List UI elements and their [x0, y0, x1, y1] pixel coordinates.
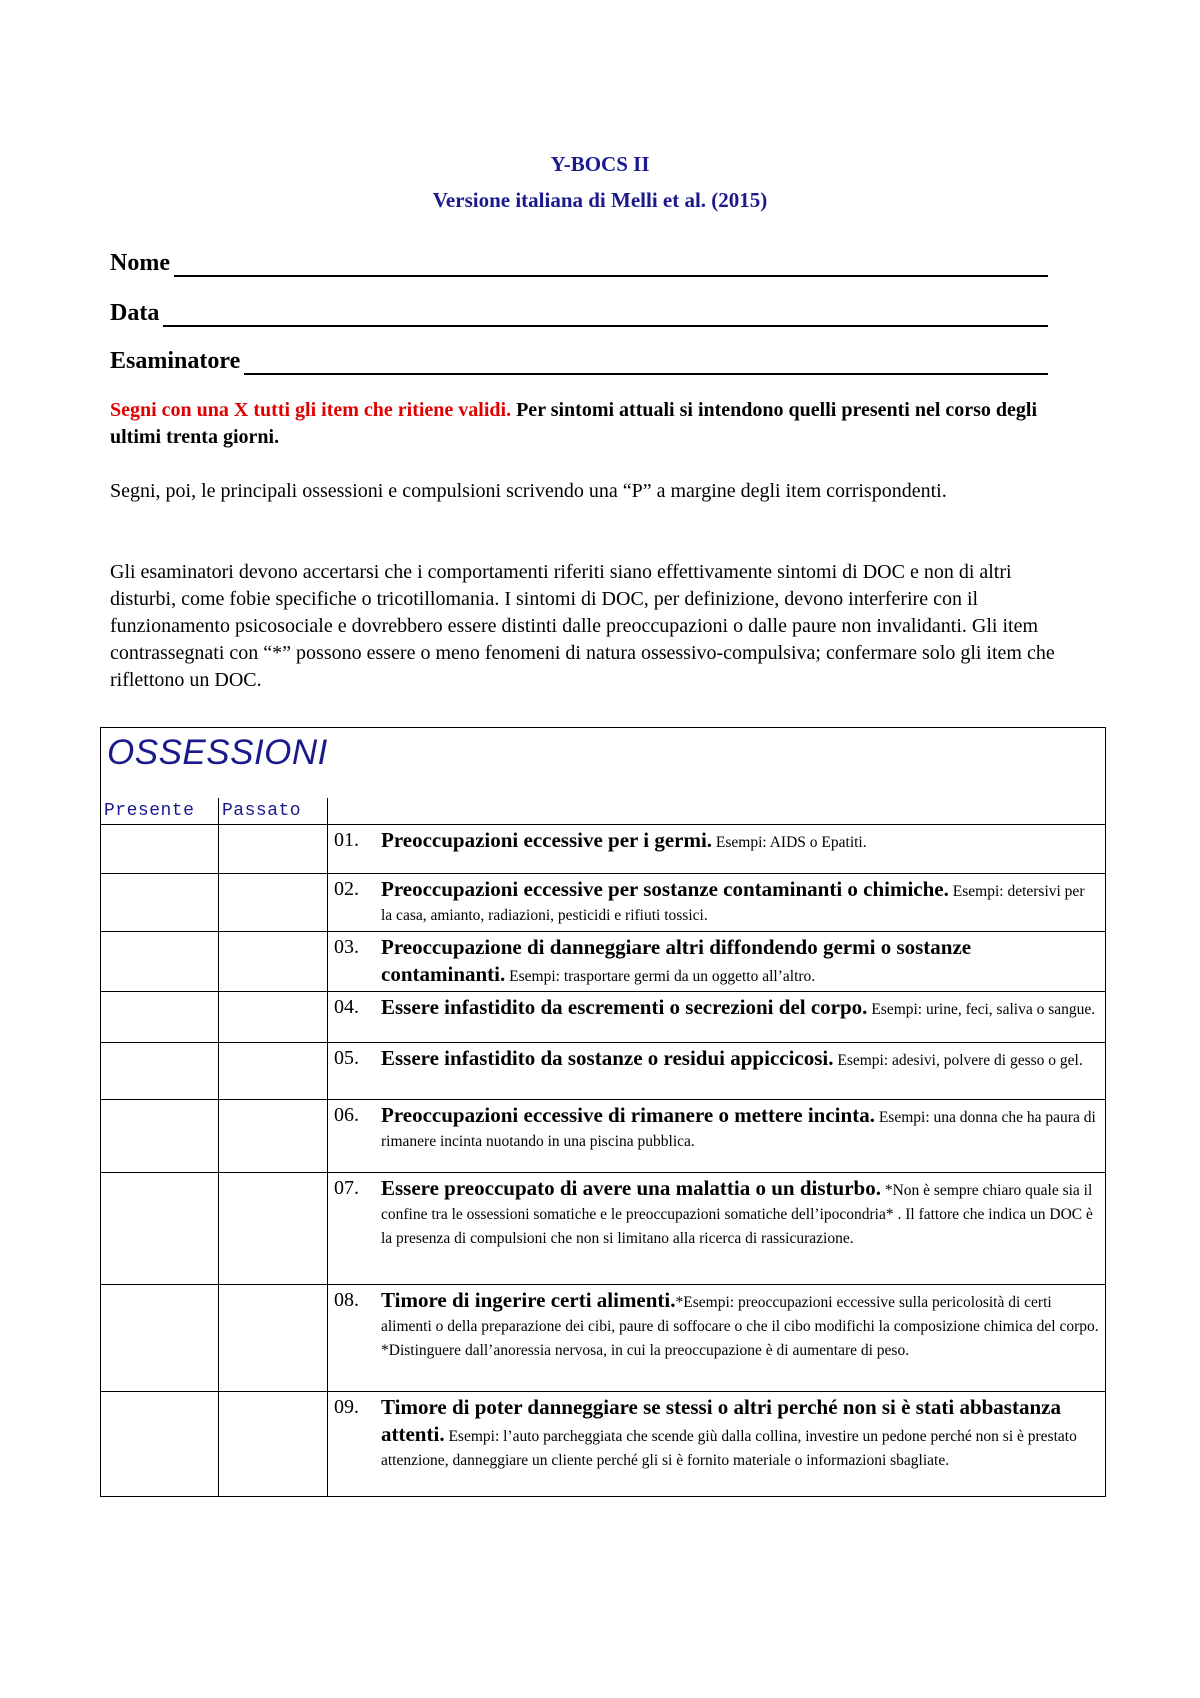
document-title: Y-BOCS II — [550, 152, 650, 176]
table-row — [101, 992, 1106, 1043]
item-number: 01. — [334, 829, 359, 851]
item-number: 03. — [334, 936, 359, 958]
presente-checkbox-cell[interactable] — [101, 1285, 219, 1392]
item-description-cell — [328, 874, 1106, 932]
item-description-cell — [328, 992, 1106, 1043]
item-description-cell — [328, 1043, 1106, 1100]
column-header-row — [101, 798, 1106, 825]
data-label: Data — [110, 300, 160, 326]
item-description-cell — [328, 825, 1106, 874]
item-title: Timore di ingerire certi alimenti. — [381, 1288, 676, 1312]
presente-checkbox-cell[interactable] — [101, 874, 219, 932]
item-examples: *Non è sempre chiaro quale sia il confine tra le ossessioni somatiche e le preoccupazioni somatiche dell’ipocondria* . Il fattore che indica un DOC è la presenza di compulsioni che non si limitano alla ricerca di rassicurazione. — [381, 1182, 1093, 1247]
passato-checkbox-cell[interactable] — [219, 825, 328, 874]
passato-checkbox-cell[interactable] — [219, 1100, 328, 1173]
instruction-p3: Gli esaminatori devono accertarsi che i comportamenti riferiti siano effettivamente sintomi di DOC e non di altri disturbi, come fobie specifiche o tricotillomania. I sintomi di DOC, per definizione, devono interferire con il funzionamento psicosociale e dovrebbero essere distinti dalle preoccupazioni o dalle paure non invalidanti. Gli item contrassegnati con “*” possono essere o meno fenomeni di natura ossessivo-compulsiva; confermare solo gli item che riflettono un DOC. — [110, 561, 1055, 691]
passato-checkbox-cell[interactable] — [219, 1173, 328, 1285]
item-examples: Esempi: detersivi per la casa, amianto, radiazioni, pesticidi e rifiuti tossici. — [381, 883, 1085, 924]
presente-checkbox-cell[interactable] — [101, 932, 219, 992]
item-examples: Esempi: AIDS o Epatiti. — [712, 834, 867, 851]
item-description-cell — [328, 1173, 1106, 1285]
item-title: Preoccupazioni eccessive per i germi. — [381, 828, 713, 852]
presente-checkbox-cell[interactable] — [101, 1173, 219, 1285]
data-line[interactable] — [163, 303, 1048, 327]
item-description-cell — [328, 1285, 1106, 1392]
item-examples: Esempi: urine, feci, saliva o sangue. — [867, 1001, 1096, 1018]
esaminatore-line[interactable] — [244, 351, 1048, 375]
nome-field[interactable] — [110, 250, 1048, 277]
item-description-cell — [328, 1392, 1106, 1497]
instruction-p2: Segni, poi, le principali ossessioni e compulsioni scrivendo una “P” a margine degli item corrispondenti. — [110, 480, 947, 502]
instruction-main — [110, 397, 1060, 451]
item-title: Preoccupazioni eccessive di rimanere o mettere incinta. — [381, 1103, 875, 1127]
esaminatore-field[interactable] — [110, 348, 1048, 375]
table-row — [101, 825, 1106, 874]
item-examples: Esempi: adesivi, polvere di gesso o gel. — [833, 1052, 1083, 1069]
table-row — [101, 1043, 1106, 1100]
table-row — [101, 932, 1106, 992]
data-field[interactable] — [110, 300, 1048, 327]
item-number: 05. — [334, 1047, 359, 1069]
item-description-cell — [328, 932, 1106, 992]
instruction-bold: Per sintomi attuali si intendono quelli presenti nel corso degli ultimi trenta giorni. — [110, 399, 1038, 448]
presente-checkbox-cell[interactable] — [101, 1392, 219, 1497]
document-subtitle: Versione italiana di Melli et al. (2015) — [432, 188, 768, 212]
presente-checkbox-cell[interactable] — [101, 1100, 219, 1173]
item-examples: Esempi: l’auto parcheggiata che scende giù dalla collina, investire un pedone perché non si è prestato attenzione, danneggiare un cliente perché gli si è fornito materiale o informazioni sbagliate. — [381, 1428, 1077, 1469]
instruction-red: Segni con una X tutti gli item che ritiene validi. — [110, 399, 512, 421]
item-description-cell — [328, 1100, 1106, 1173]
presente-checkbox-cell[interactable] — [101, 825, 219, 874]
table-row — [101, 874, 1106, 932]
section-title: OSSESSIONI — [107, 733, 328, 772]
nome-label: Nome — [110, 250, 170, 276]
passato-checkbox-cell[interactable] — [219, 992, 328, 1043]
nome-line[interactable] — [174, 253, 1048, 277]
col-passato: Passato — [222, 801, 302, 821]
item-number: 07. — [334, 1177, 359, 1199]
passato-checkbox-cell[interactable] — [219, 1392, 328, 1497]
section-header — [101, 728, 1106, 799]
item-number: 06. — [334, 1104, 359, 1126]
passato-checkbox-cell[interactable] — [219, 874, 328, 932]
table-row — [101, 1173, 1106, 1285]
item-title: Essere infastidito da sostanze o residui appiccicosi. — [381, 1046, 834, 1070]
item-examples: Esempi: trasportare germi da un oggetto all’altro. — [505, 968, 816, 985]
col-presente: Presente — [104, 801, 195, 821]
passato-checkbox-cell[interactable] — [219, 1285, 328, 1392]
passato-checkbox-cell[interactable] — [219, 1043, 328, 1100]
item-title: Essere preoccupato di avere una malattia o un disturbo. — [381, 1176, 881, 1200]
item-title: Preoccupazioni eccessive per sostanze contaminanti o chimiche. — [381, 877, 949, 901]
item-number: 08. — [334, 1289, 359, 1311]
presente-checkbox-cell[interactable] — [101, 1043, 219, 1100]
item-number: 04. — [334, 996, 359, 1018]
table-row — [101, 1285, 1106, 1392]
item-examples: Esempi: una donna che ha paura di rimanere incinta nuotando in una piscina pubblica. — [381, 1109, 1096, 1150]
table-row — [101, 1100, 1106, 1173]
esaminatore-label: Esaminatore — [110, 348, 241, 374]
ossessioni-table — [100, 727, 1106, 1497]
table-row — [101, 1392, 1106, 1497]
item-number: 09. — [334, 1396, 359, 1418]
item-number: 02. — [334, 878, 359, 900]
passato-checkbox-cell[interactable] — [219, 932, 328, 992]
item-examples: *Esempi: preoccupazioni eccessive sulla pericolosità di certi alimenti o della preparazione dei cibi, paure di soffocare o che il cibo modifichi la composizione chimica del corpo. *Distinguere dall’anoressia nervosa, in cui la preoccupazione è di aumentare di peso. — [381, 1294, 1099, 1359]
presente-checkbox-cell[interactable] — [101, 992, 219, 1043]
item-title: Preoccupazione di danneggiare altri diffondendo germi o sostanze contaminanti. — [381, 935, 972, 986]
item-title: Timore di poter danneggiare se stessi o altri perché non si è stati abbastanza attenti. — [381, 1395, 1061, 1446]
item-title: Essere infastidito da escrementi o secrezioni del corpo. — [381, 995, 868, 1019]
